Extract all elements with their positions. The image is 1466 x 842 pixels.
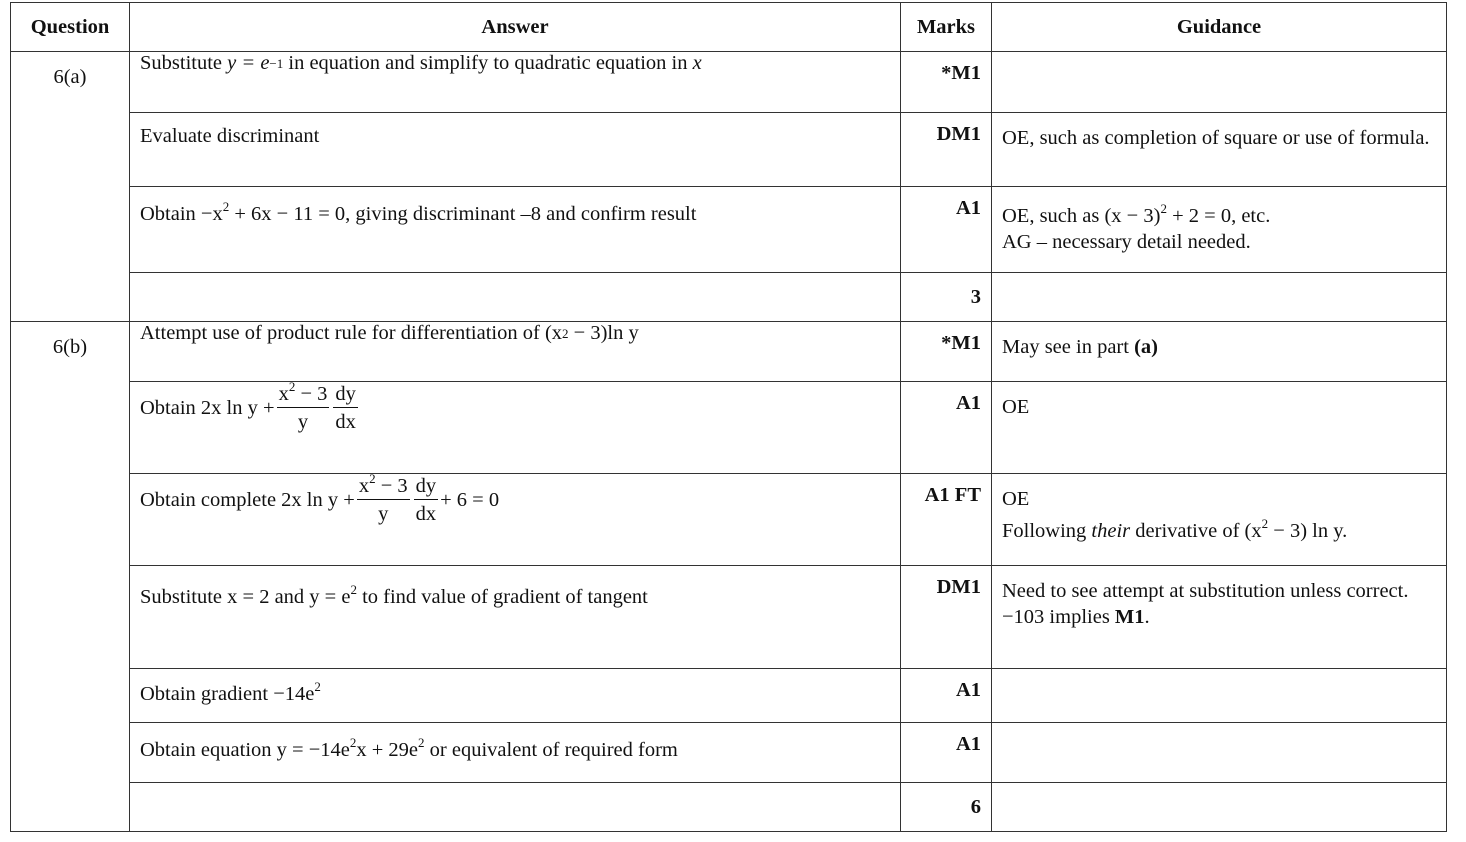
answer-cell: Attempt use of product rule for differentiation of (x 2 − 3)ln y [130, 322, 901, 382]
table-row [11, 669, 1447, 723]
table-row [11, 723, 1447, 783]
answer-cell [130, 669, 901, 723]
answer-text: Attempt use of product rule for differentiation of (x [140, 322, 563, 344]
guidance-text: Following [1002, 520, 1087, 542]
marks-cell: A1 [901, 187, 992, 273]
table-row [11, 382, 1447, 474]
answer-text: Obtain −x [140, 203, 223, 225]
guidance-line [1002, 604, 1436, 630]
marks-cell: A1 [901, 382, 992, 474]
table-row [11, 113, 1447, 187]
header-row [11, 3, 1447, 52]
guidance-cell [992, 273, 1447, 322]
frac-num: x [358, 475, 370, 497]
answer-cell [130, 273, 901, 322]
frac-den: dx [335, 411, 356, 433]
frac-num: dy [414, 474, 439, 500]
answer-text: Obtain equation y = −14e [140, 739, 350, 761]
frac-num: dy [333, 382, 358, 408]
fraction [357, 471, 410, 526]
guidance-bold: M1 [1114, 606, 1145, 628]
frac-den: dx [415, 503, 437, 525]
marks-cell: *M1 [901, 52, 992, 113]
answer-text: Evaluate discriminant [140, 125, 320, 147]
answer-exponent: 2 [314, 679, 321, 694]
answer-exponent: 2 [418, 735, 425, 750]
guidance-cell [992, 783, 1447, 832]
guidance-text: + 2 = 0, etc. [1172, 205, 1271, 227]
guidance-exponent: 2 [1160, 201, 1167, 216]
guidance-cell [992, 322, 1447, 382]
answer-text: + 6x − 11 = 0, giving discriminant –8 and confirm result [234, 203, 697, 225]
marks-cell: A1 [901, 723, 992, 783]
answer-cell [130, 471, 901, 566]
guidance-text: OE, such as (x − 3) [1002, 205, 1161, 227]
fraction [277, 379, 330, 434]
guidance-text: May see in part [1002, 336, 1129, 358]
answer-cell: Substitute y = e −1 in equation and simplify to quadratic equation in x [130, 52, 901, 113]
answer-text: Obtain complete 2x ln y + [140, 488, 355, 511]
answer-exponent: 2 [350, 582, 357, 597]
frac-num: − 3 [300, 383, 328, 405]
fraction [414, 474, 439, 526]
answer-exponent: 2 [349, 735, 357, 750]
question-label-6b: 6(b) [11, 322, 130, 832]
frac-exp: 2 [288, 379, 296, 394]
marks-total: 6 [901, 783, 992, 832]
answer-line [140, 723, 890, 762]
guidance-bold: (a) [1134, 336, 1158, 358]
guidance-cell [992, 566, 1447, 669]
frac-den: y [378, 503, 389, 525]
guidance-cell [992, 474, 1447, 566]
answer-text: Obtain gradient −14e [140, 683, 315, 705]
marks-cell: A1 [901, 669, 992, 723]
answer-cell [130, 566, 901, 669]
answer-math: y = e [227, 52, 270, 74]
answer-text: x + 29e [356, 739, 419, 761]
guidance-text: derivative of (x [1135, 520, 1262, 542]
mark-scheme-table [10, 2, 1447, 832]
answer-cell [130, 379, 901, 474]
answer-line [140, 187, 890, 226]
frac-den: y [297, 411, 309, 433]
answer-cell [130, 113, 901, 187]
table-row [11, 52, 1447, 113]
guidance-line: Need to see attempt at substitution unless correct. [1002, 580, 1409, 602]
frac-exp: 2 [369, 471, 376, 486]
guidance-line [1002, 512, 1436, 544]
marks-cell: DM1 [901, 113, 992, 187]
header-answer: Answer [130, 3, 901, 52]
total-row [11, 273, 1447, 322]
guidance-cell: OE, such as completion of square or use of formula. [992, 113, 1447, 187]
guidance-cell [992, 52, 1447, 113]
answer-text: Substitute [140, 52, 223, 74]
guidance-line [1002, 199, 1436, 229]
answer-text: in equation and simplify to quadratic equation in [288, 52, 688, 74]
table-row [11, 322, 1447, 382]
answer-math: x [692, 52, 702, 74]
question-label-6a: 6(a) [11, 52, 130, 322]
answer-text: or equivalent of required form [429, 739, 678, 761]
guidance-exponent: 2 [1261, 516, 1269, 531]
answer-cell [130, 723, 901, 783]
marks-total: 3 [901, 273, 992, 322]
answer-cell [130, 187, 901, 273]
marks-cell: A1 FT [901, 474, 992, 566]
frac-num: − 3 [380, 475, 408, 497]
total-row [11, 783, 1447, 832]
guidance-line: OE [1002, 488, 1030, 510]
guidance-text: −103 implies [1002, 606, 1110, 628]
guidance-text: − 3) ln y. [1273, 520, 1348, 542]
guidance-italic: their [1091, 520, 1131, 542]
answer-text: + 6 = 0 [440, 488, 500, 511]
fraction [333, 382, 358, 434]
table-row [11, 566, 1447, 669]
answer-text: Obtain 2x ln y + [140, 396, 275, 419]
frac-num: x [278, 383, 289, 405]
guidance-cell [992, 187, 1447, 273]
guidance-cell: OE [992, 382, 1447, 474]
answer-text: − 3)ln y [573, 322, 639, 344]
guidance-line: AG – necessary detail needed. [1002, 231, 1251, 253]
answer-cell [130, 783, 901, 832]
marks-cell: *M1 [901, 322, 992, 382]
header-marks: Marks [901, 3, 992, 52]
table-row [11, 474, 1447, 566]
guidance-cell [992, 669, 1447, 723]
table-row [11, 187, 1447, 273]
header-question: Question [11, 3, 130, 52]
guidance-text: . [1144, 606, 1150, 628]
marks-cell: DM1 [901, 566, 992, 669]
header-guidance: Guidance [992, 3, 1447, 52]
answer-text: Substitute x = 2 and y = e [140, 586, 351, 608]
guidance-cell [992, 723, 1447, 783]
answer-text: to find value of gradient of tangent [362, 586, 648, 608]
answer-line [140, 566, 890, 609]
answer-line [140, 669, 890, 706]
answer-exponent: 2 [222, 199, 230, 214]
